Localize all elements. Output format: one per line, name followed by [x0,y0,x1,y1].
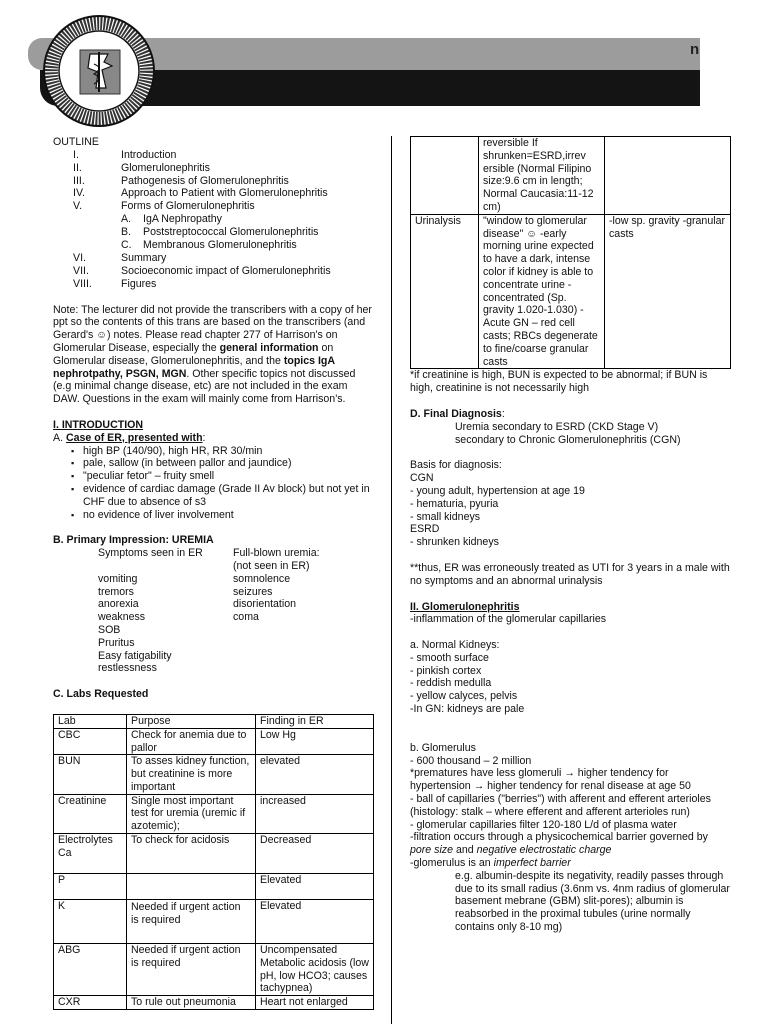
list-item: *prematures have less glomeruli → higher tendency for hypertension → higher tendency for renal disease at age 50 [410,767,691,793]
table-row: K Needed if urgent action is required Elevated [54,900,374,944]
thus-note: **thus, ER was erroneously treated as UTI for 3 years in a male with no symptoms and an abnormal urinalysis [410,561,730,587]
outline-subitem: B. Poststreptococcal Glomerulonephritis [121,226,319,239]
outline-subitem: C. Membranous Glomerulonephritis [121,239,297,252]
table-row: Urinalysis "window to glomerular disease" ☺ -early morning urine expected to have a dark, intense color if kidney is able to concentrate urine - concentrated (Sp. gravity 1.020-1.030) -Acute GN – red cell casts; RBCs degenerate to fine/coarse granular casts -low sp. gravity -granular casts [411,214,731,369]
outline-item: II. Glomerulonephritis [73,161,210,174]
case-title: A. Case of ER, presented with: [53,431,206,444]
outline-item: V. Forms of Glomerulonephritis [73,200,255,213]
symptoms-er-column: Symptoms seen in ER vomiting tremors anorexia weakness SOB Pruritus Easy fatigability restlessness [98,547,233,675]
list-item: -In GN: kidneys are pale [410,703,525,716]
list-item: vomiting [98,572,138,585]
header-title-fragment: n [690,41,700,58]
labs-requested-title: C. Labs Requested [53,688,149,701]
table-header-row: Lab Purpose Finding in ER [54,714,374,728]
list-item: - yellow calyces, pelvis [410,690,518,703]
basis-title: Basis for diagnosis: [410,459,502,472]
list-item: - glomerular capillaries filter 120-180 L/d of plasma water [410,818,677,831]
list-item: restlessness [98,662,157,675]
albumin-example: e.g. albumin-despite its negativity, readily passes through due to its small radius (3.6nm vs. 4nm radius of glomerular basement mebrane (GBM) slit-pores); albumin is reabsorbed in the proximal tubules (urine normally contains only 8-10 mg) [455,869,730,934]
creatinine-note: *if creatinine is high, BUN is expected to be abnormal; if BUN is high, creatinine is not necessarily high [410,369,708,395]
list-item: ▪ high BP (140/90), high HR, RR 30/min [71,445,373,458]
primary-impression-title: B. Primary Impression: UREMIA [53,534,214,547]
outline-item: I. Introduction [73,148,177,161]
final-diagnosis-title: D. Final Diagnosis: [410,407,505,420]
table-row: CBC Check for anemia due to pallor Low Hg [54,728,374,755]
glomerulus-list [410,755,730,934]
lecture-note: Note: The lecturer did not provide the transcribers with a copy of her ppt so the contents of this trans are based on the transcribers (and Gerard's ☺) notes. Please read chapter 277 of Harrison's on Glomerular Disease, especially the general information on Glomerular disease, Glomerulonephritis, and the topics IgA nephrotpathy, PSGN, MGN. Other specific topics not discussed (e.g minimal change disease, etc) are not included in the exam DAW. Questions in the exam will mainly come from Harrison's. [53,303,372,406]
final-diagnosis-line: secondary to Chronic Glomerulonephritis (CGN) [455,433,681,446]
outline-item: VI. Summary [73,251,167,264]
list-item: Pruritus [98,636,135,649]
college-seal-logo [42,14,156,128]
list-item: ▪ pale, sallow (in between pallor and jaundice) [71,457,373,470]
outline-list [53,149,373,291]
list-item: anorexia [98,598,139,611]
normal-kidneys-title: a. Normal Kidneys: [410,639,500,652]
table-row: P Elevated [54,874,374,900]
labs-table-continued [410,136,731,369]
table-row: BUN To asses kidney function, but creatinine is more important elevated [54,755,374,794]
gn-definition: -inflammation of the glomerular capillaries [410,613,607,626]
list-item: - young adult, hypertension at age 19 [410,484,585,497]
table-row: ABG Needed if urgent action is required Uncompensated Metabolic acidosis (low pH, low HCO3; causes tachypnea) [54,944,374,996]
list-item: disorientation [233,598,297,611]
outline-subitem: A. IgA Nephropathy [121,213,222,226]
normal-kidneys-list [410,652,730,716]
left-column [53,136,373,1010]
table-row: Electrolytes Ca To check for acidosis Decreased [54,834,374,874]
list-item: - 600 thousand – 2 million [410,754,532,767]
list-item: ▪ no evidence of liver involvement [71,509,373,522]
list-item: ▪ "peculiar fetor" – fruity smell [71,470,373,483]
section-heading-introduction: I. INTRODUCTION [53,418,144,431]
table-row: CXR To rule out pneumonia Heart not enlarged [54,996,374,1010]
symptoms-columns [53,547,373,675]
list-item: SOB [98,623,121,636]
list-item: -filtration occurs through a physicochemical barrier governed by pore size and negative electrostatic charge [410,831,708,857]
outline-item: VIII. Figures [73,277,157,290]
column-divider [391,136,392,1024]
list-item: ▪ evidence of cardiac damage (Grade II Av block) but not yet in CHF due to absence of s3 [71,483,373,509]
list-item: CGN [410,472,434,485]
basis-list [410,472,730,549]
list-item: somnolence [233,572,291,585]
case-bullets [53,445,373,522]
list-item: -glomerulus is an imperfect barrier [410,857,571,870]
list-item: - small kidneys [410,510,481,523]
list-item: - shrunken kidneys [410,536,499,549]
glomerulus-title: b. Glomerulus [410,741,476,754]
final-diagnosis-line: Uremia secondary to ESRD (CKD Stage V) [455,420,659,433]
table-row: Creatinine Single most important test for uremia (uremic if azotemic); increased [54,794,374,833]
right-column [410,136,730,934]
list-item: - pinkish cortex [410,664,482,677]
list-item: - reddish medulla [410,677,492,690]
list-item: weakness [98,611,146,624]
outline-item: IV. Approach to Patient with Glomerulonephritis [73,187,328,200]
outline-title: OUTLINE [53,136,99,148]
list-item: - ball of capillaries ("berries") with afferent and efferent arterioles (histology: stalk – where efferent and afferent arterioles run) [410,793,711,818]
list-item: - smooth surface [410,651,489,664]
table-row: reversible If shrunken=ESRD,irrev ersible (Normal Filipino size:9.6 cm in length; Normal Caucasia:11-12 cm) [411,137,731,215]
list-item: - hematuria, pyuria [410,497,499,510]
labs-table [53,714,374,1010]
list-item: coma [233,611,259,624]
outline-item: VII. Socioeconomic impact of Glomerulonephritis [73,264,331,277]
section-heading-glomerulonephritis: II. Glomerulonephritis [410,600,520,613]
list-item: seizures [233,585,273,598]
outline-item: III. Pathogenesis of Glomerulonephritis [73,174,289,187]
list-item: ESRD [410,523,440,536]
fullblown-uremia-column: Full-blown uremia: (not seen in ER) somnolence seizures disorientation coma [233,547,373,675]
list-item: Easy fatigability [98,649,172,662]
list-item: tremors [98,585,134,598]
